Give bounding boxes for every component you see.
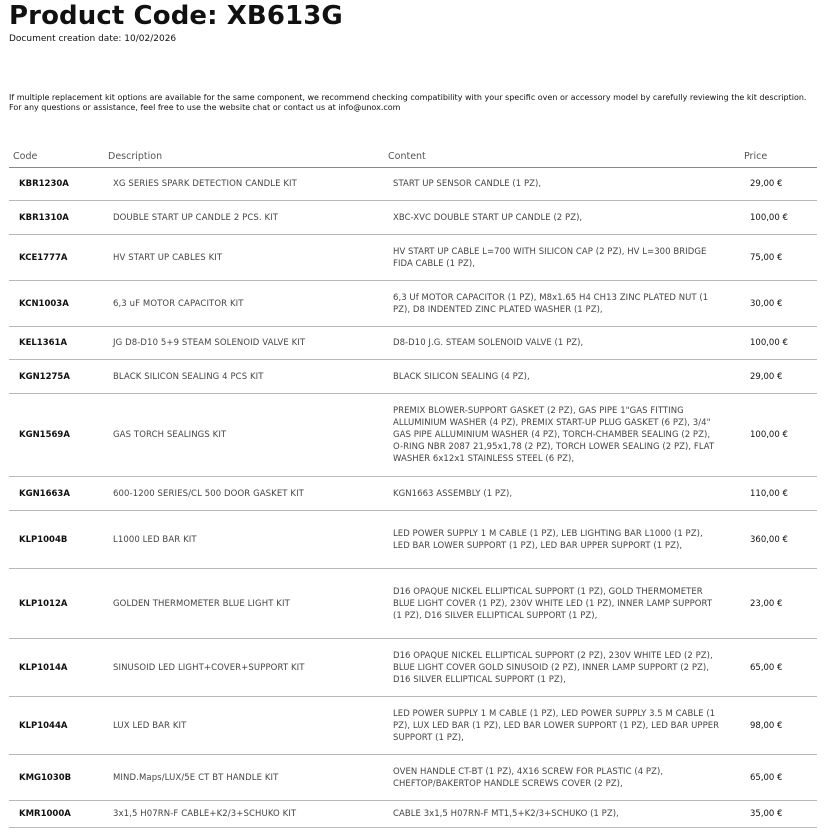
table-row (9, 394, 817, 477)
column-header-price: Price (736, 147, 817, 168)
table-row (9, 639, 817, 697)
part-code-cell: KCN1003A (9, 281, 106, 327)
content-cell: LED POWER SUPPLY 1 M CABLE (1 PZ), LEB LIGHTING BAR L1000 (1 PZ), LED BAR LOWER SUPPORT (1 PZ), LED BAR UPPER SUPPORT (1 PZ), (381, 511, 736, 569)
description-cell: XG SERIES SPARK DETECTION CANDLE KIT (106, 168, 381, 201)
price-cell: 360,00 € (736, 511, 817, 569)
column-header-description: Description (106, 147, 381, 168)
table-row (9, 235, 817, 281)
description-cell: DOUBLE START UP CANDLE 2 PCS. KIT (106, 201, 381, 235)
description-cell: HV START UP CABLES KIT (106, 235, 381, 281)
table-row (9, 477, 817, 511)
parts-table (9, 147, 817, 828)
part-code-cell: KMG1030B (9, 755, 106, 801)
price-cell: 30,00 € (736, 281, 817, 327)
table-header-row (9, 147, 817, 168)
price-cell: 110,00 € (736, 477, 817, 511)
part-code-cell: KGN1663A (9, 477, 106, 511)
part-code-cell: KCE1777A (9, 235, 106, 281)
content-cell: BLACK SILICON SEALING (4 PZ), (381, 360, 736, 394)
table-row (9, 360, 817, 394)
page-title: Product Code: XB613G (9, 1, 343, 31)
description-cell: LUX LED BAR KIT (106, 697, 381, 755)
description-cell: 600-1200 SERIES/CL 500 DOOR GASKET KIT (106, 477, 381, 511)
price-cell: 23,00 € (736, 569, 817, 639)
price-cell: 98,00 € (736, 697, 817, 755)
part-code-cell: KLP1004B (9, 511, 106, 569)
description-cell: 3x1,5 H07RN-F CABLE+K2/3+SCHUKO KIT (106, 801, 381, 828)
table-row (9, 168, 817, 201)
table-row (9, 697, 817, 755)
description-cell: L1000 LED BAR KIT (106, 511, 381, 569)
content-cell: D16 OPAQUE NICKEL ELLIPTICAL SUPPORT (1 PZ), GOLD THERMOMETER BLUE LIGHT COVER (1 PZ), 230V WHITE LED (1 PZ), INNER LAMP SUPPORT (1 PZ), D16 SILVER ELLIPTICAL SUPPORT (1 PZ), (381, 569, 736, 639)
price-cell: 65,00 € (736, 639, 817, 697)
content-cell: D8-D10 J.G. STEAM SOLENOID VALVE (1 PZ), (381, 327, 736, 360)
table-row (9, 201, 817, 235)
description-cell: MIND.Maps/LUX/5E CT BT HANDLE KIT (106, 755, 381, 801)
content-cell: OVEN HANDLE CT-BT (1 PZ), 4X16 SCREW FOR PLASTIC (4 PZ), CHEFTOP/BAKERTOP HANDLE SCREWS COVER (2 PZ), (381, 755, 736, 801)
table-row (9, 327, 817, 360)
content-cell: KGN1663 ASSEMBLY (1 PZ), (381, 477, 736, 511)
part-code-cell: KLP1014A (9, 639, 106, 697)
price-cell: 100,00 € (736, 201, 817, 235)
part-code-cell: KLP1044A (9, 697, 106, 755)
description-cell: GOLDEN THERMOMETER BLUE LIGHT KIT (106, 569, 381, 639)
notice-line-1: If multiple replacement kit options are available for the same component, we recommend checking compatibility with your specific oven or accessory model by carefully reviewing the kit description. (9, 93, 807, 102)
part-code-cell: KLP1012A (9, 569, 106, 639)
content-cell: D16 OPAQUE NICKEL ELLIPTICAL SUPPORT (2 PZ), 230V WHITE LED (2 PZ), BLUE LIGHT COVER GOLD SINUSOID (2 PZ), INNER LAMP SUPPORT (2 PZ), D16 SILVER ELLIPTICAL SUPPORT (1 PZ), (381, 639, 736, 697)
content-cell: 6,3 Uf MOTOR CAPACITOR (1 PZ), M8x1.65 H4 CH13 ZINC PLATED NUT (1 PZ), D8 INDENTED ZINC PLATED WASHER (1 PZ), (381, 281, 736, 327)
part-code-cell: KEL1361A (9, 327, 106, 360)
description-cell: 6,3 uF MOTOR CAPACITOR KIT (106, 281, 381, 327)
content-cell: PREMIX BLOWER-SUPPORT GASKET (2 PZ), GAS PIPE 1"GAS FITTING ALLUMINIUM WASHER (4 PZ), PREMIX START-UP PLUG GASKET (6 PZ), 3/4" GAS PIPE ALLUMINIUM WASHER (4 PZ), TORCH-CHAMBER SEALING (2 PZ), O-RING NBR 2087 21,95x1,78 (2 PZ), TORCH LOWER SEALING (2 PZ), FLAT WASHER 6x12x1 STAINLESS STEEL (6 PZ), (381, 394, 736, 477)
description-cell: SINUSOID LED LIGHT+COVER+SUPPORT KIT (106, 639, 381, 697)
price-cell: 65,00 € (736, 755, 817, 801)
content-cell: XBC-XVC DOUBLE START UP CANDLE (2 PZ), (381, 201, 736, 235)
content-cell: HV START UP CABLE L=700 WITH SILICON CAP (2 PZ), HV L=300 BRIDGE FIDA CABLE (1 PZ), (381, 235, 736, 281)
description-cell: JG D8-D10 5+9 STEAM SOLENOID VALVE KIT (106, 327, 381, 360)
description-cell: GAS TORCH SEALINGS KIT (106, 394, 381, 477)
table-row (9, 755, 817, 801)
content-cell: CABLE 3x1,5 H07RN-F MT1,5+K2/3+SCHUKO (1 PZ), (381, 801, 736, 828)
compatibility-notice (9, 93, 824, 113)
price-cell: 29,00 € (736, 360, 817, 394)
table-row (9, 569, 817, 639)
part-code-cell: KGN1275A (9, 360, 106, 394)
price-cell: 100,00 € (736, 327, 817, 360)
table-row (9, 801, 817, 828)
table-row (9, 281, 817, 327)
price-cell: 75,00 € (736, 235, 817, 281)
part-code-cell: KBR1230A (9, 168, 106, 201)
content-cell: START UP SENSOR CANDLE (1 PZ), (381, 168, 736, 201)
column-header-content: Content (381, 147, 736, 168)
price-cell: 100,00 € (736, 394, 817, 477)
price-cell: 35,00 € (736, 801, 817, 828)
table-body (9, 168, 817, 828)
content-cell: LED POWER SUPPLY 1 M CABLE (1 PZ), LED POWER SUPPLY 3.5 M CABLE (1 PZ), LUX LED BAR (1 PZ), LED BAR LOWER SUPPORT (1 PZ), LED BAR UPPER SUPPORT (1 PZ), (381, 697, 736, 755)
description-cell: BLACK SILICON SEALING 4 PCS KIT (106, 360, 381, 394)
table-row (9, 511, 817, 569)
part-code-cell: KBR1310A (9, 201, 106, 235)
part-code-cell: KMR1000A (9, 801, 106, 828)
part-code-cell: KGN1569A (9, 394, 106, 477)
notice-line-2: For any questions or assistance, feel free to use the website chat or contact us at info@unox.com (9, 103, 401, 112)
creation-date: Document creation date: 10/02/2026 (9, 34, 177, 44)
column-header-code: Code (9, 147, 106, 168)
price-cell: 29,00 € (736, 168, 817, 201)
